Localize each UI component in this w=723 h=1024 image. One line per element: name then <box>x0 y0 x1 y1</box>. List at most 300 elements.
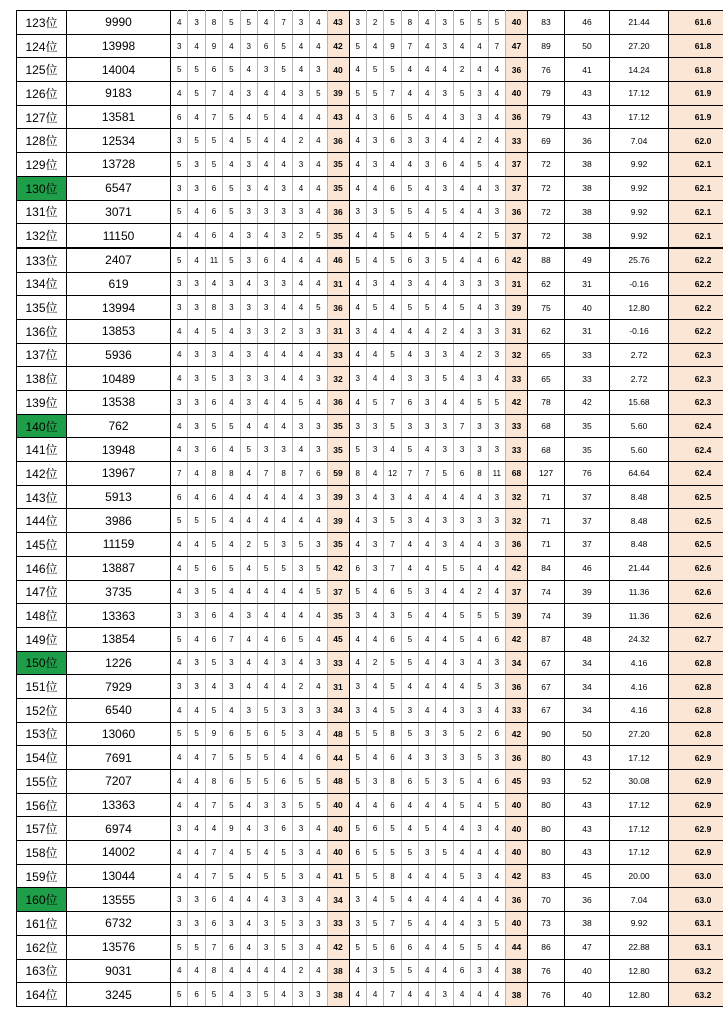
in-hole-11-cell: 5 <box>366 841 383 865</box>
out-hole-1-cell: 3 <box>171 129 188 153</box>
in-hole-10-cell: 5 <box>349 82 366 106</box>
out-total-cell: 35 <box>327 533 349 557</box>
out-total-cell: 33 <box>327 912 349 936</box>
in-hole-10-cell: 5 <box>349 770 366 794</box>
in-hole-17-cell: 4 <box>471 200 488 224</box>
out-hole-6-cell: 3 <box>257 935 274 959</box>
out-hole-6-cell: 4 <box>257 888 274 912</box>
in-hole-14-cell: 4 <box>419 58 436 82</box>
player-id-cell: 3071 <box>67 200 171 224</box>
out-hole-4-cell: 3 <box>223 912 240 936</box>
out-hole-1-cell: 6 <box>171 485 188 509</box>
in-hole-13-cell: 4 <box>401 864 418 888</box>
out-hole-9-cell: 4 <box>310 34 327 58</box>
in-hole-11-cell: 5 <box>366 82 383 106</box>
out-hole-3-cell: 6 <box>205 888 222 912</box>
out-hole-9-cell: 4 <box>310 391 327 415</box>
in-hole-16-cell: 4 <box>453 319 470 343</box>
stat-2-cell: 17.12 <box>610 793 669 817</box>
out-hole-2-cell: 3 <box>188 153 205 177</box>
stat-1-cell: 52 <box>565 770 610 794</box>
out-hole-9-cell: 4 <box>310 11 327 35</box>
in-hole-17-cell: 4 <box>471 841 488 865</box>
stat-1-cell: 34 <box>565 698 610 722</box>
in-hole-16-cell: 4 <box>453 248 470 272</box>
out-hole-8-cell: 4 <box>292 367 309 391</box>
stat-1-cell: 35 <box>565 438 610 462</box>
average-cell: 63.2 <box>669 983 723 1007</box>
out-hole-8-cell: 3 <box>292 200 309 224</box>
in-total-cell: 32 <box>506 343 528 367</box>
average-cell: 62.0 <box>669 129 723 153</box>
player-id-cell: 9031 <box>67 959 171 983</box>
gross-cell: 89 <box>528 34 565 58</box>
in-hole-12-cell: 5 <box>384 698 401 722</box>
in-hole-15-cell: 3 <box>436 983 453 1007</box>
in-hole-11-cell: 4 <box>366 604 383 628</box>
out-hole-4-cell: 4 <box>223 604 240 628</box>
out-hole-4-cell: 5 <box>223 793 240 817</box>
table-row <box>17 153 723 177</box>
player-id-cell: 12534 <box>67 129 171 153</box>
in-hole-12-cell: 5 <box>384 224 401 248</box>
stat-1-cell: 43 <box>565 793 610 817</box>
in-hole-15-cell: 3 <box>436 82 453 106</box>
gross-cell: 79 <box>528 105 565 129</box>
out-hole-1-cell: 3 <box>171 912 188 936</box>
out-hole-5-cell: 3 <box>240 343 257 367</box>
stat-2-cell: 24.32 <box>610 627 669 651</box>
in-hole-16-cell: 4 <box>453 367 470 391</box>
out-hole-4-cell: 5 <box>223 105 240 129</box>
out-hole-5-cell: 3 <box>240 391 257 415</box>
in-hole-15-cell: 4 <box>436 105 453 129</box>
in-hole-16-cell: 5 <box>453 627 470 651</box>
in-hole-13-cell: 5 <box>401 959 418 983</box>
in-hole-11-cell: 4 <box>366 627 383 651</box>
out-hole-8-cell: 3 <box>292 11 309 35</box>
in-hole-13-cell: 4 <box>401 983 418 1007</box>
gross-cell: 68 <box>528 414 565 438</box>
stat-2-cell: -0.16 <box>610 272 669 296</box>
in-hole-12-cell: 7 <box>384 391 401 415</box>
out-hole-5-cell: 4 <box>240 627 257 651</box>
out-hole-7-cell: 4 <box>275 296 292 320</box>
stat-1-cell: 38 <box>565 912 610 936</box>
player-id-cell: 13728 <box>67 153 171 177</box>
out-hole-1-cell: 5 <box>171 983 188 1007</box>
in-hole-10-cell: 3 <box>349 485 366 509</box>
out-hole-8-cell: 4 <box>292 580 309 604</box>
in-hole-15-cell: 4 <box>436 935 453 959</box>
in-total-cell: 45 <box>506 770 528 794</box>
in-hole-15-cell: 4 <box>436 129 453 153</box>
in-hole-18-cell: 6 <box>488 248 505 272</box>
out-hole-7-cell: 4 <box>275 983 292 1007</box>
in-hole-15-cell: 3 <box>436 11 453 35</box>
in-hole-18-cell: 5 <box>488 793 505 817</box>
out-total-cell: 36 <box>327 200 349 224</box>
out-hole-8-cell: 4 <box>292 58 309 82</box>
out-hole-6-cell: 5 <box>257 983 274 1007</box>
stat-2-cell: 5.60 <box>610 414 669 438</box>
out-hole-4-cell: 4 <box>223 82 240 106</box>
in-total-cell: 40 <box>506 11 528 35</box>
gross-cell: 72 <box>528 153 565 177</box>
in-hole-17-cell: 4 <box>471 296 488 320</box>
out-hole-1-cell: 4 <box>171 959 188 983</box>
in-total-cell: 68 <box>506 462 528 486</box>
out-hole-3-cell: 7 <box>205 105 222 129</box>
in-hole-11-cell: 5 <box>366 864 383 888</box>
stat-1-cell: 41 <box>565 58 610 82</box>
rank-cell: 153位 <box>17 722 67 746</box>
table-row <box>17 343 723 367</box>
out-hole-1-cell: 4 <box>171 746 188 770</box>
in-total-cell: 36 <box>506 200 528 224</box>
out-hole-6-cell: 3 <box>257 58 274 82</box>
stat-2-cell: 2.72 <box>610 367 669 391</box>
stat-1-cell: 50 <box>565 722 610 746</box>
out-hole-6-cell: 3 <box>257 912 274 936</box>
out-hole-9-cell: 5 <box>310 793 327 817</box>
out-total-cell: 38 <box>327 983 349 1007</box>
player-id-cell: 3735 <box>67 580 171 604</box>
out-hole-4-cell: 3 <box>223 296 240 320</box>
out-hole-3-cell: 7 <box>205 841 222 865</box>
table-row <box>17 462 723 486</box>
in-hole-18-cell: 11 <box>488 462 505 486</box>
out-hole-4-cell: 4 <box>223 343 240 367</box>
rank-cell: 142位 <box>17 462 67 486</box>
stat-2-cell: 17.12 <box>610 817 669 841</box>
in-total-cell: 44 <box>506 935 528 959</box>
in-hole-18-cell: 3 <box>488 319 505 343</box>
player-id-cell: 3986 <box>67 509 171 533</box>
average-cell: 62.9 <box>669 770 723 794</box>
out-hole-4-cell: 5 <box>223 864 240 888</box>
in-hole-12-cell: 5 <box>384 817 401 841</box>
out-hole-4-cell: 4 <box>223 391 240 415</box>
in-hole-17-cell: 3 <box>471 414 488 438</box>
player-id-cell: 13854 <box>67 627 171 651</box>
out-hole-1-cell: 3 <box>171 272 188 296</box>
in-total-cell: 40 <box>506 817 528 841</box>
out-hole-8-cell: 3 <box>292 722 309 746</box>
in-total-cell: 37 <box>506 176 528 200</box>
player-id-cell: 13853 <box>67 319 171 343</box>
stat-1-cell: 36 <box>565 129 610 153</box>
in-hole-17-cell: 5 <box>471 675 488 699</box>
in-hole-11-cell: 4 <box>366 983 383 1007</box>
in-hole-18-cell: 3 <box>488 343 505 367</box>
out-hole-1-cell: 3 <box>171 604 188 628</box>
out-hole-5-cell: 3 <box>240 176 257 200</box>
in-hole-14-cell: 4 <box>419 912 436 936</box>
player-id-cell: 13363 <box>67 604 171 628</box>
table-row <box>17 200 723 224</box>
rank-cell: 158位 <box>17 841 67 865</box>
in-hole-11-cell: 5 <box>366 58 383 82</box>
out-hole-5-cell: 3 <box>240 698 257 722</box>
out-hole-2-cell: 5 <box>188 556 205 580</box>
in-hole-17-cell: 3 <box>471 367 488 391</box>
out-hole-1-cell: 4 <box>171 841 188 865</box>
player-id-cell: 7691 <box>67 746 171 770</box>
out-hole-2-cell: 4 <box>188 746 205 770</box>
out-hole-5-cell: 3 <box>240 200 257 224</box>
in-hole-11-cell: 3 <box>366 200 383 224</box>
in-hole-10-cell: 4 <box>349 651 366 675</box>
out-hole-8-cell: 4 <box>292 604 309 628</box>
player-id-cell: 5913 <box>67 485 171 509</box>
in-hole-16-cell: 4 <box>453 391 470 415</box>
in-hole-16-cell: 3 <box>453 105 470 129</box>
stat-2-cell: 8.48 <box>610 485 669 509</box>
out-hole-3-cell: 6 <box>205 604 222 628</box>
out-hole-4-cell: 4 <box>223 34 240 58</box>
in-hole-13-cell: 6 <box>401 935 418 959</box>
out-hole-9-cell: 4 <box>310 153 327 177</box>
in-hole-18-cell: 3 <box>488 272 505 296</box>
out-hole-1-cell: 4 <box>171 414 188 438</box>
out-hole-1-cell: 5 <box>171 509 188 533</box>
out-hole-5-cell: 4 <box>240 509 257 533</box>
out-hole-9-cell: 6 <box>310 746 327 770</box>
in-hole-18-cell: 5 <box>488 912 505 936</box>
in-hole-10-cell: 5 <box>349 817 366 841</box>
in-hole-13-cell: 7 <box>401 34 418 58</box>
out-hole-6-cell: 5 <box>257 746 274 770</box>
out-hole-6-cell: 4 <box>257 414 274 438</box>
in-hole-16-cell: 4 <box>453 224 470 248</box>
out-total-cell: 40 <box>327 58 349 82</box>
out-hole-2-cell: 3 <box>188 888 205 912</box>
in-hole-17-cell: 4 <box>471 34 488 58</box>
out-hole-7-cell: 4 <box>275 414 292 438</box>
out-total-cell: 41 <box>327 864 349 888</box>
gross-cell: 84 <box>528 556 565 580</box>
in-total-cell: 33 <box>506 698 528 722</box>
out-hole-1-cell: 3 <box>171 817 188 841</box>
out-hole-4-cell: 5 <box>223 248 240 272</box>
in-hole-11-cell: 4 <box>366 319 383 343</box>
in-hole-16-cell: 4 <box>453 533 470 557</box>
out-hole-9-cell: 4 <box>310 888 327 912</box>
in-hole-12-cell: 5 <box>384 888 401 912</box>
in-hole-13-cell: 5 <box>401 580 418 604</box>
in-hole-17-cell: 2 <box>471 129 488 153</box>
in-hole-17-cell: 4 <box>471 770 488 794</box>
rank-cell: 133位 <box>17 248 67 272</box>
out-hole-3-cell: 7 <box>205 935 222 959</box>
in-hole-16-cell: 5 <box>453 722 470 746</box>
average-cell: 62.1 <box>669 200 723 224</box>
out-hole-3-cell: 7 <box>205 793 222 817</box>
gross-cell: 90 <box>528 722 565 746</box>
out-hole-8-cell: 2 <box>292 224 309 248</box>
in-hole-12-cell: 7 <box>384 556 401 580</box>
out-hole-7-cell: 5 <box>275 935 292 959</box>
out-hole-6-cell: 3 <box>257 793 274 817</box>
in-hole-18-cell: 4 <box>488 58 505 82</box>
average-cell: 63.0 <box>669 864 723 888</box>
out-total-cell: 34 <box>327 698 349 722</box>
in-hole-14-cell: 4 <box>419 983 436 1007</box>
table-row <box>17 722 723 746</box>
in-total-cell: 42 <box>506 391 528 415</box>
in-hole-12-cell: 4 <box>384 367 401 391</box>
out-hole-7-cell: 4 <box>275 509 292 533</box>
in-hole-18-cell: 4 <box>488 556 505 580</box>
out-hole-6-cell: 4 <box>257 153 274 177</box>
average-cell: 62.2 <box>669 319 723 343</box>
out-hole-1-cell: 5 <box>171 58 188 82</box>
out-hole-7-cell: 4 <box>275 604 292 628</box>
out-hole-4-cell: 4 <box>223 485 240 509</box>
rank-cell: 146位 <box>17 556 67 580</box>
in-hole-14-cell: 3 <box>419 580 436 604</box>
out-hole-9-cell: 6 <box>310 462 327 486</box>
in-hole-14-cell: 4 <box>419 556 436 580</box>
in-total-cell: 34 <box>506 651 528 675</box>
stat-1-cell: 31 <box>565 272 610 296</box>
in-hole-18-cell: 6 <box>488 627 505 651</box>
rank-cell: 151位 <box>17 675 67 699</box>
stat-1-cell: 37 <box>565 485 610 509</box>
gross-cell: 86 <box>528 935 565 959</box>
in-hole-18-cell: 4 <box>488 367 505 391</box>
rank-cell: 140位 <box>17 414 67 438</box>
in-hole-14-cell: 4 <box>419 319 436 343</box>
out-hole-3-cell: 6 <box>205 224 222 248</box>
stat-2-cell: 4.16 <box>610 698 669 722</box>
out-hole-4-cell: 3 <box>223 651 240 675</box>
player-id-cell: 13948 <box>67 438 171 462</box>
in-hole-16-cell: 4 <box>453 485 470 509</box>
in-hole-12-cell: 6 <box>384 176 401 200</box>
out-hole-8-cell: 4 <box>292 651 309 675</box>
out-hole-3-cell: 5 <box>205 367 222 391</box>
out-hole-9-cell: 5 <box>310 770 327 794</box>
out-hole-3-cell: 5 <box>205 153 222 177</box>
in-hole-17-cell: 2 <box>471 343 488 367</box>
out-hole-3-cell: 8 <box>205 11 222 35</box>
in-total-cell: 33 <box>506 367 528 391</box>
in-hole-13-cell: 6 <box>401 248 418 272</box>
rank-cell: 128位 <box>17 129 67 153</box>
in-hole-13-cell: 4 <box>401 319 418 343</box>
in-hole-12-cell: 5 <box>384 675 401 699</box>
out-hole-7-cell: 4 <box>275 129 292 153</box>
in-hole-13-cell: 4 <box>401 82 418 106</box>
in-hole-16-cell: 3 <box>453 509 470 533</box>
table-row <box>17 105 723 129</box>
out-hole-6-cell: 3 <box>257 296 274 320</box>
out-hole-2-cell: 4 <box>188 864 205 888</box>
in-hole-15-cell: 3 <box>436 509 453 533</box>
in-hole-15-cell: 3 <box>436 746 453 770</box>
in-hole-17-cell: 4 <box>471 888 488 912</box>
out-hole-1-cell: 3 <box>171 176 188 200</box>
out-hole-9-cell: 4 <box>310 722 327 746</box>
in-hole-10-cell: 4 <box>349 176 366 200</box>
average-cell: 62.5 <box>669 533 723 557</box>
in-hole-10-cell: 4 <box>349 627 366 651</box>
average-cell: 62.2 <box>669 248 723 272</box>
stat-2-cell: 12.80 <box>610 983 669 1007</box>
out-hole-2-cell: 3 <box>188 11 205 35</box>
in-hole-18-cell: 3 <box>488 746 505 770</box>
in-hole-14-cell: 4 <box>419 200 436 224</box>
out-hole-1-cell: 3 <box>171 296 188 320</box>
in-hole-13-cell: 4 <box>401 224 418 248</box>
in-hole-17-cell: 5 <box>471 604 488 628</box>
player-id-cell: 6974 <box>67 817 171 841</box>
in-hole-10-cell: 3 <box>349 414 366 438</box>
gross-cell: 74 <box>528 580 565 604</box>
out-hole-9-cell: 4 <box>310 864 327 888</box>
out-hole-7-cell: 5 <box>275 912 292 936</box>
out-hole-9-cell: 3 <box>310 912 327 936</box>
stat-1-cell: 40 <box>565 959 610 983</box>
out-hole-6-cell: 3 <box>257 367 274 391</box>
out-hole-9-cell: 3 <box>310 367 327 391</box>
out-hole-7-cell: 4 <box>275 105 292 129</box>
in-hole-16-cell: 4 <box>453 176 470 200</box>
out-hole-8-cell: 5 <box>292 627 309 651</box>
out-total-cell: 33 <box>327 343 349 367</box>
out-hole-4-cell: 6 <box>223 770 240 794</box>
in-hole-17-cell: 2 <box>471 722 488 746</box>
out-hole-8-cell: 5 <box>292 391 309 415</box>
in-hole-16-cell: 3 <box>453 438 470 462</box>
in-hole-11-cell: 4 <box>366 462 383 486</box>
out-hole-3-cell: 4 <box>205 817 222 841</box>
out-total-cell: 35 <box>327 176 349 200</box>
out-hole-8-cell: 3 <box>292 82 309 106</box>
out-hole-8-cell: 3 <box>292 841 309 865</box>
gross-cell: 67 <box>528 675 565 699</box>
out-hole-3-cell: 6 <box>205 556 222 580</box>
table-row <box>17 319 723 343</box>
out-hole-8-cell: 7 <box>292 462 309 486</box>
rank-cell: 152位 <box>17 698 67 722</box>
in-hole-14-cell: 5 <box>419 817 436 841</box>
in-hole-14-cell: 4 <box>419 105 436 129</box>
in-hole-16-cell: 3 <box>453 698 470 722</box>
in-hole-15-cell: 2 <box>436 319 453 343</box>
player-id-cell: 13994 <box>67 296 171 320</box>
in-hole-15-cell: 4 <box>436 391 453 415</box>
average-cell: 62.1 <box>669 224 723 248</box>
table-row <box>17 864 723 888</box>
out-hole-9-cell: 4 <box>310 200 327 224</box>
stat-2-cell: 15.68 <box>610 391 669 415</box>
out-hole-7-cell: 5 <box>275 58 292 82</box>
out-hole-4-cell: 3 <box>223 272 240 296</box>
in-hole-14-cell: 4 <box>419 604 436 628</box>
stat-2-cell: 9.92 <box>610 912 669 936</box>
out-hole-7-cell: 4 <box>275 580 292 604</box>
table-row <box>17 959 723 983</box>
in-hole-12-cell: 6 <box>384 793 401 817</box>
out-total-cell: 42 <box>327 556 349 580</box>
player-id-cell: 6540 <box>67 698 171 722</box>
stat-2-cell: 11.36 <box>610 604 669 628</box>
out-hole-6-cell: 6 <box>257 248 274 272</box>
in-total-cell: 40 <box>506 82 528 106</box>
